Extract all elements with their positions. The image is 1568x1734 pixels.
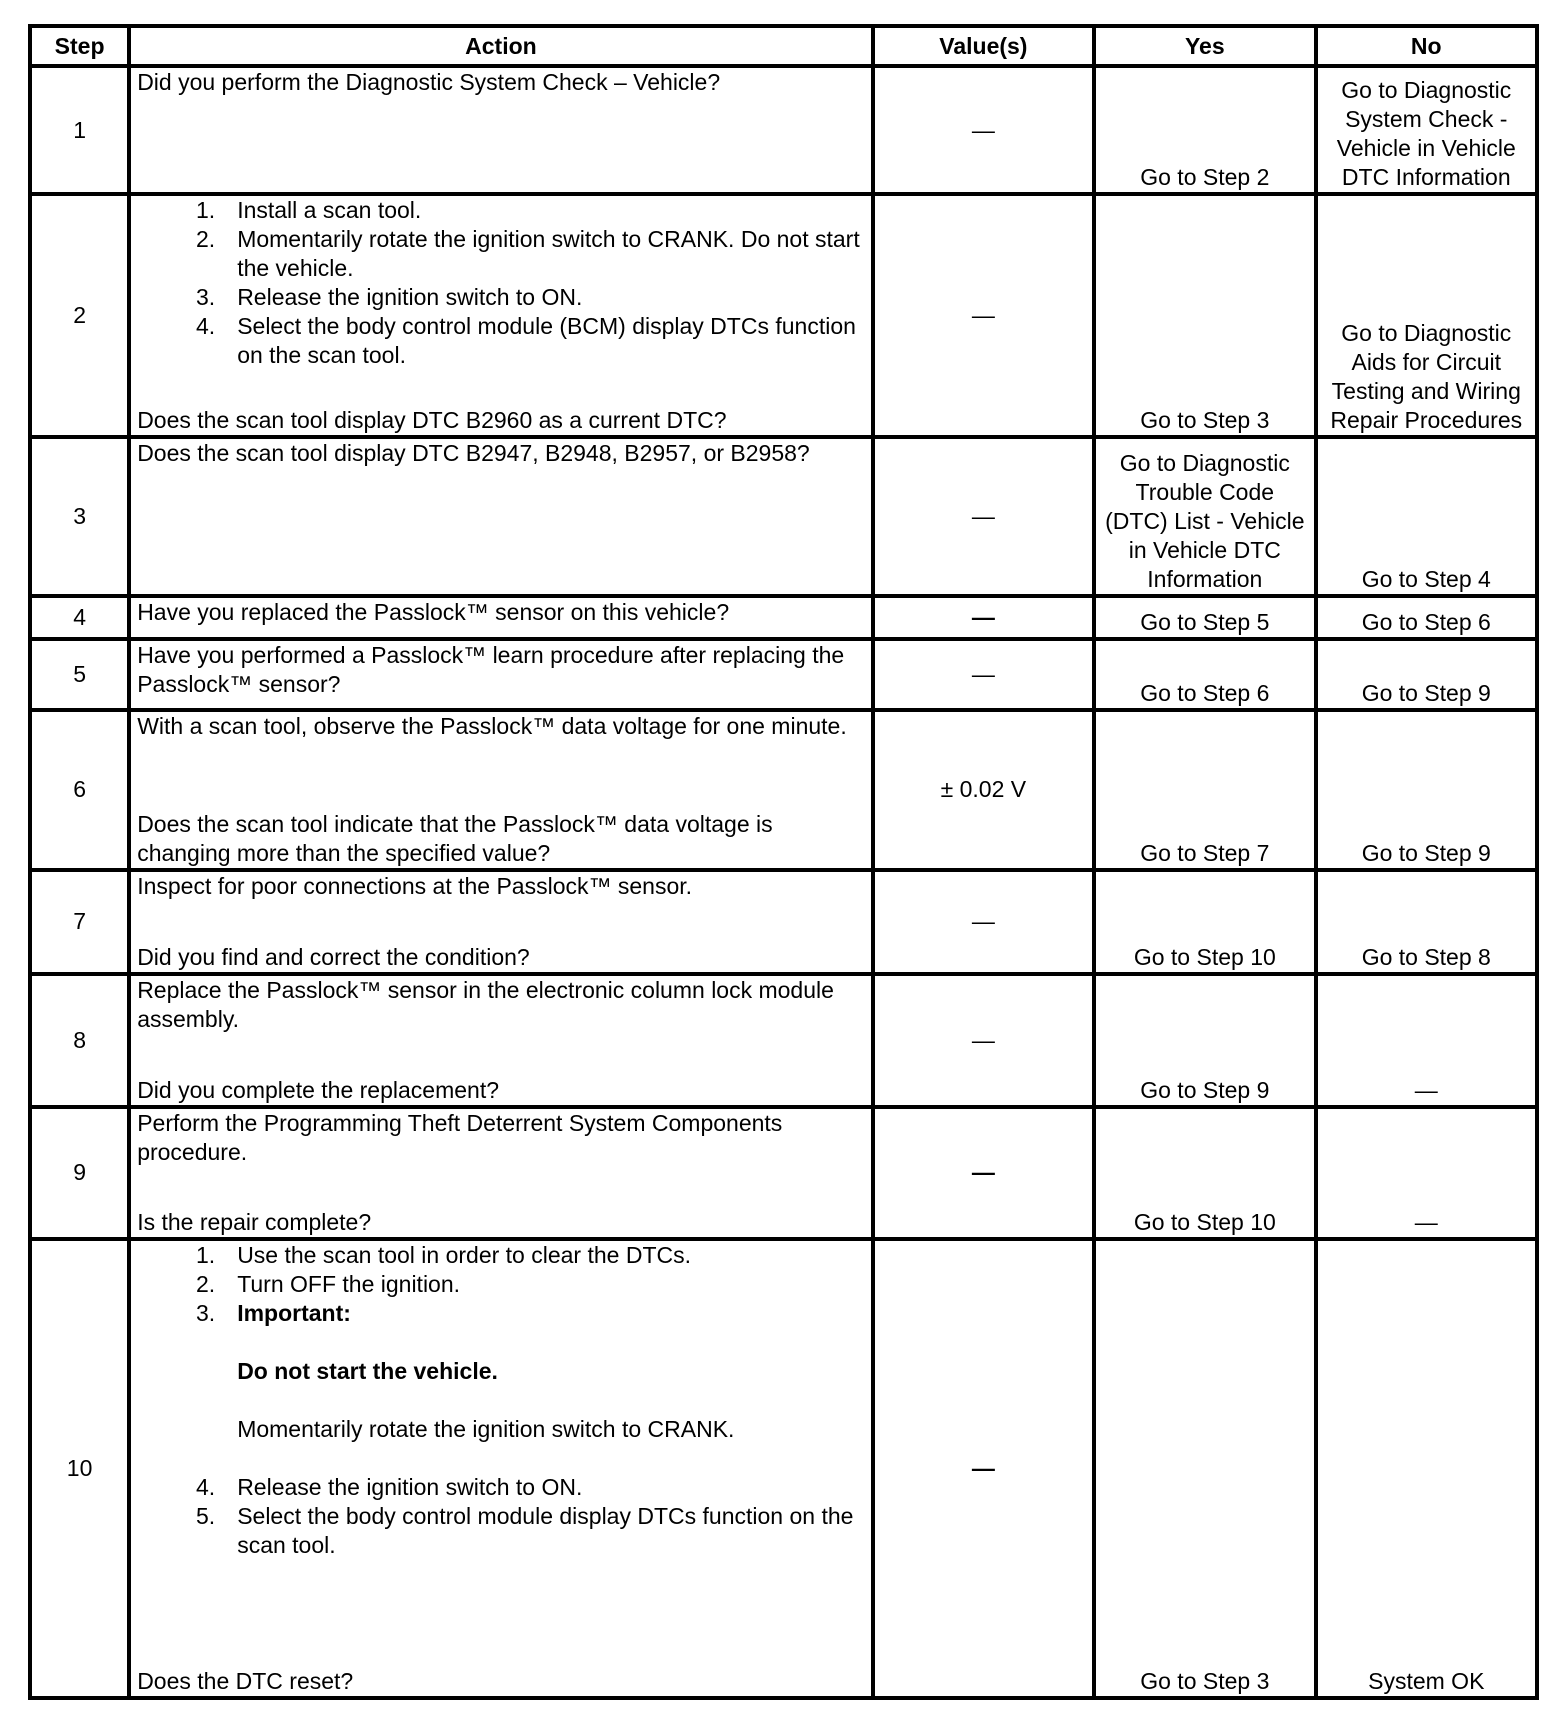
action-question: Does the scan tool display DTC B2960 as a current DTC?	[137, 407, 727, 434]
table-row	[30, 437, 1537, 596]
action-cell	[129, 639, 872, 709]
step-number: 8	[30, 974, 129, 1106]
action-cell	[129, 974, 872, 1106]
step-number: 1	[30, 66, 129, 194]
value-cell: —	[873, 1107, 1094, 1239]
important-note: Do not start the vehicle.	[237, 1357, 498, 1384]
yes-link[interactable]: Go to Step 9	[1094, 974, 1315, 1106]
action-question: Did you complete the replacement?	[137, 1076, 499, 1103]
list-item: 4. Release the ignition switch to ON.	[196, 1473, 583, 1500]
no-link[interactable]: Go to Step 6	[1316, 596, 1537, 639]
action-instruction: Inspect for poor connections at the Passlock™ sensor.	[137, 872, 693, 899]
value-cell: —	[873, 596, 1094, 639]
header-row	[30, 26, 1537, 66]
yes-link[interactable]: Go to Step 5	[1094, 596, 1315, 639]
step-number: 9	[30, 1107, 129, 1239]
action-question: Did you find and correct the condition?	[137, 944, 530, 971]
yes-link[interactable]: Go to Step 2	[1094, 66, 1315, 194]
yes-link[interactable]: Go to Step 6	[1094, 639, 1315, 709]
table-row	[30, 870, 1537, 975]
table-row	[30, 596, 1537, 639]
value-cell: —	[873, 194, 1094, 437]
step-number: 5	[30, 639, 129, 709]
yes-link[interactable]: Go to Step 10	[1094, 1107, 1315, 1239]
table-row	[30, 66, 1537, 194]
value-cell: —	[873, 974, 1094, 1106]
list-item: 2. Turn OFF the ignition.	[196, 1270, 461, 1297]
step-number: 4	[30, 596, 129, 639]
action-question: Have you replaced the Passlock™ sensor on this vehicle?	[137, 599, 730, 626]
table-row	[30, 194, 1537, 437]
header-values: Value(s)	[873, 26, 1094, 66]
value-cell: —	[873, 870, 1094, 975]
header-step: Step	[30, 26, 129, 66]
yes-link[interactable]: Go to Step 10	[1094, 870, 1315, 975]
table-row	[30, 1107, 1537, 1239]
no-link: —	[1316, 974, 1537, 1106]
action-question: Does the DTC reset?	[137, 1668, 354, 1694]
important-label: Important:	[237, 1299, 351, 1326]
table-row	[30, 974, 1537, 1106]
no-link[interactable]: Go to Step 9	[1316, 710, 1537, 870]
step-number: 2	[30, 194, 129, 437]
header-no: No	[1316, 26, 1537, 66]
action-cell	[129, 1239, 872, 1698]
value-cell: —	[873, 66, 1094, 194]
yes-link[interactable]: Go to Step 7	[1094, 710, 1315, 870]
no-link[interactable]: Go to Step 8	[1316, 870, 1537, 975]
important-text: Momentarily rotate the ignition switch to CRANK.	[237, 1415, 735, 1442]
action-cell	[129, 870, 872, 975]
list-item: 1. Use the scan tool in order to clear the DTCs.	[196, 1241, 691, 1268]
action-cell	[129, 437, 872, 596]
step-number: 3	[30, 437, 129, 596]
header-action: Action	[129, 26, 872, 66]
table-row	[30, 1239, 1537, 1698]
yes-link[interactable]: Go to Step 3	[1094, 194, 1315, 437]
no-link[interactable]: Go to Diagnostic Aids for Circuit Testing and Wiring Repair Procedures	[1316, 194, 1537, 437]
no-result: System OK	[1316, 1239, 1537, 1698]
action-question: Have you performed a Passlock™ learn procedure after replacing the Passlock™ sensor?	[137, 642, 845, 698]
list-item: 2. Momentarily rotate the ignition switch to CRANK. Do not start the vehicle.	[196, 226, 860, 282]
no-link[interactable]: Go to Step 4	[1316, 437, 1537, 596]
diagnostic-table	[28, 24, 1539, 1700]
action-cell	[129, 66, 872, 194]
yes-link[interactable]: Go to Step 3	[1094, 1239, 1315, 1698]
step-number: 6	[30, 710, 129, 870]
action-question: Does the scan tool display DTC B2947, B2948, B2957, or B2958?	[137, 440, 810, 467]
list-item: 1. Install a scan tool.	[196, 197, 422, 224]
table-row	[30, 710, 1537, 870]
value-cell: —	[873, 437, 1094, 596]
action-cell	[129, 194, 872, 437]
action-cell	[129, 1107, 872, 1239]
yes-link[interactable]: Go to Diagnostic Trouble Code (DTC) List - Vehicle in Vehicle DTC Information	[1094, 437, 1315, 596]
list-item: 3. Release the ignition switch to ON.	[196, 284, 583, 311]
value-cell: —	[873, 639, 1094, 709]
action-cell	[129, 710, 872, 870]
action-question: Did you perform the Diagnostic System Check – Vehicle?	[137, 69, 721, 95]
action-instruction: Perform the Programming Theft Deterrent System Components procedure.	[137, 1109, 783, 1165]
no-link: —	[1316, 1107, 1537, 1239]
list-item: 3. Important: Do not start the vehicle. Momentarily rotate the ignition switch to CRANK.	[137, 1299, 864, 1473]
action-question: Does the scan tool indicate that the Passlock™ data voltage is changing more than the specified value?	[137, 810, 773, 866]
step-number: 10	[30, 1239, 129, 1698]
list-item: 4. Select the body control module (BCM) display DTCs function on the scan tool.	[196, 313, 856, 369]
no-link[interactable]: Go to Step 9	[1316, 639, 1537, 709]
header-yes: Yes	[1094, 26, 1315, 66]
action-instruction: Replace the Passlock™ sensor in the electronic column lock module assembly.	[137, 977, 834, 1033]
value-cell: —	[873, 1239, 1094, 1698]
action-list	[137, 1241, 864, 1560]
action-cell	[129, 596, 872, 639]
action-list	[137, 196, 864, 370]
action-question: Is the repair complete?	[137, 1208, 372, 1235]
table-row	[30, 639, 1537, 709]
step-number: 7	[30, 870, 129, 975]
value-cell: ± 0.02 V	[873, 710, 1094, 870]
no-link[interactable]: Go to Diagnostic System Check - Vehicle in Vehicle DTC Information	[1316, 66, 1537, 194]
list-item: 5. Select the body control module display DTCs function on the scan tool.	[196, 1502, 854, 1558]
action-instruction: With a scan tool, observe the Passlock™ data voltage for one minute.	[137, 712, 847, 739]
